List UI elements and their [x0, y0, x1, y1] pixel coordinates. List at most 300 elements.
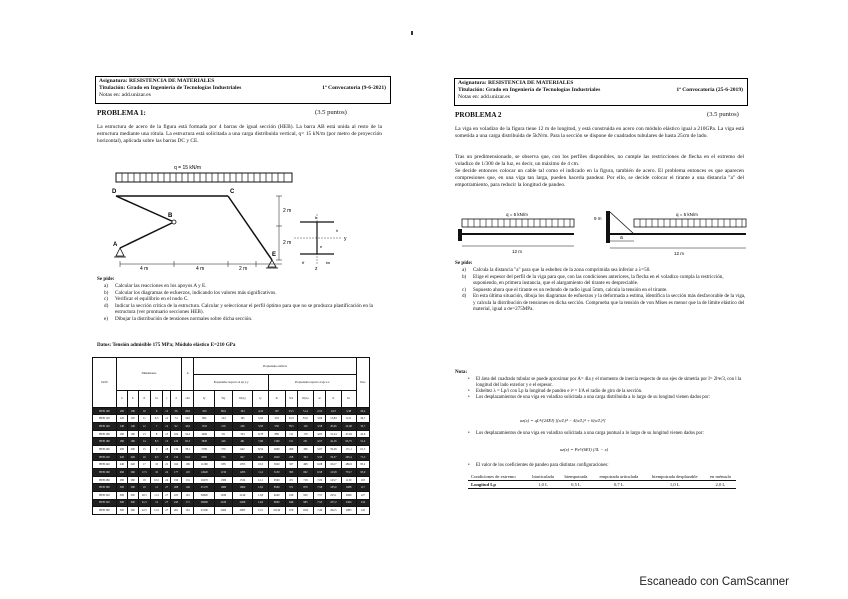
table-cell: 2408	[232, 499, 253, 507]
coef-value: 0,7 L	[613, 482, 624, 487]
table-cell: 327	[285, 461, 297, 469]
table-cell: 10,5	[150, 476, 162, 484]
table-cell: 81,0	[297, 415, 313, 423]
node-e: E	[272, 252, 277, 258]
length-2: 12 m	[674, 251, 685, 256]
table-cell: 320	[127, 491, 138, 499]
table-row	[93, 499, 370, 507]
col-header: Wpl,z	[297, 390, 313, 407]
table-cell: 864	[194, 415, 215, 423]
table-row	[93, 438, 370, 446]
table-cell: 300	[116, 507, 127, 515]
table-cell: 8090	[194, 453, 215, 461]
table-cell: 5700	[194, 446, 215, 454]
subject: Asignatura: RESISTENCIA DE MATERIALES	[458, 80, 574, 86]
buckling-coef-table	[468, 473, 736, 489]
table-cell: 2,53	[314, 407, 326, 415]
table-cell: 185,0	[326, 484, 341, 492]
table-cell: 2400	[215, 507, 232, 515]
sec-b: b	[315, 215, 318, 220]
table-cell: 1688	[341, 484, 356, 492]
table-cell: 8,54	[253, 446, 269, 454]
table-cell: HEB 340	[93, 499, 117, 507]
table-cell: 1680	[215, 484, 232, 492]
sec-y: y	[344, 236, 347, 242]
statement-p2: Tras un predimensionado, se observa que, con los perfiles disponibles, no cumple las restricciones de flecha en el extremo del voladizo de 1/300 de la luz, es decir, un máximo de 4 cm.	[455, 154, 744, 167]
table-row	[93, 491, 370, 499]
table-cell: 13	[138, 430, 150, 438]
table-cell: 181	[182, 507, 194, 515]
table-row	[93, 507, 370, 515]
group-dimensions: Dimensiones	[116, 358, 181, 391]
table-row	[93, 407, 370, 415]
table-cell: 5,59	[314, 453, 326, 461]
table-cell: 9	[150, 446, 162, 454]
table-cell: 111	[285, 430, 297, 438]
table-cell: 9690	[268, 499, 285, 507]
col-header: b	[116, 390, 127, 407]
table-cell: 61,3	[356, 446, 369, 454]
table-cell: 122	[171, 438, 182, 446]
ask-item: a) Calcula la distancia "a" para que la esbeltez de la zona comprimida sea inferior a λ=50.	[462, 267, 651, 273]
table-cell: 2840	[268, 453, 285, 461]
table-cell: 8	[150, 430, 162, 438]
table-cell: 1032	[297, 507, 313, 515]
table-cell: 144	[215, 415, 232, 423]
distributed-load	[116, 173, 292, 182]
table-cell: 295,4	[341, 453, 356, 461]
load-label: q = 15 kN/m	[174, 165, 202, 171]
support-a	[116, 248, 124, 256]
table-cell: 225,1	[326, 491, 341, 499]
table-cell: 4,16	[253, 407, 269, 415]
table-cell: 14920	[194, 469, 215, 477]
table-cell: 104	[232, 407, 253, 415]
table-cell: 106	[182, 461, 194, 469]
table-cell: 104	[171, 430, 182, 438]
notes-list-2	[466, 431, 746, 437]
col-header: Iy	[194, 390, 215, 407]
notes-list-3	[466, 463, 746, 469]
table-cell: 74	[171, 415, 182, 423]
table-cell: 240	[127, 461, 138, 469]
problem-title: PROBLEMA 2	[455, 111, 502, 119]
table-cell: 54,3	[182, 430, 194, 438]
table-cell: 736	[215, 453, 232, 461]
table-cell: 27	[163, 507, 171, 515]
table-cell: 243	[171, 499, 182, 507]
table-cell: 1930	[215, 491, 232, 499]
call-date: 1ª Convocatoria (9-6-2021)	[322, 85, 386, 91]
table-cell: 134	[356, 499, 369, 507]
table-cell: 827	[232, 453, 253, 461]
table-cell: 180	[116, 438, 127, 446]
bar-ab	[120, 222, 174, 248]
scan-speck	[411, 31, 413, 35]
col-unit: cm²	[182, 390, 194, 407]
dist-a: a	[620, 235, 623, 241]
group-z: Propiedades respecto al eje z-z	[268, 375, 356, 390]
table-cell: 15,5	[253, 507, 269, 515]
table-row	[93, 461, 370, 469]
notes-label: Nota:	[455, 369, 468, 375]
table-cell: HEB 360	[93, 507, 117, 515]
table-cell: 152	[171, 453, 182, 461]
support-e	[268, 260, 276, 267]
table-cell: 78,5	[285, 423, 297, 431]
table-title: Propiedades estáticas	[194, 358, 356, 375]
coef-header: biempotrada desplazable	[652, 474, 698, 479]
ask-item: d) En esta última situación, dibuja los diagramas de esfuerzos y la deformada a estima, identifica la sección más desfavorable de la viga, y calcula la distribución de tensiones en dicha sección. Comprueba que la tensión de von Mises es menor que la de límite elástico del material, igual a σe=275MPa.	[462, 293, 746, 312]
statement-p3: Se decide entonces colocar un cable tal como el indicado en la figura, también de acero. El problema entonces es que aparecen compresiones que, en una viga tan larga, pueden hacerla pandear. Por ello, se decide colocar el tirante a una distancia "a" del empotramiento, para reducir la longitud de pandeo.	[455, 168, 744, 188]
table-cell: 360	[127, 507, 138, 515]
table-cell: 134	[171, 446, 182, 454]
table-cell: 280	[127, 476, 138, 484]
table-cell: 292,5	[326, 507, 341, 515]
table-cell: HEB 120	[93, 415, 117, 423]
table-cell: 100	[127, 407, 138, 415]
table-cell: 9,43	[253, 453, 269, 461]
coef-header: en ménsula	[709, 474, 731, 479]
table-cell: 13,84	[326, 415, 341, 423]
note-item: • Los desplazamientos de una viga en voladizo solicitada a una carga distribuida a lo largo de su longitud vienen dados por:	[466, 395, 746, 401]
notes-link: Notas en: add.unizar.es	[99, 92, 151, 98]
table-cell: 140	[116, 423, 127, 431]
table-cell: 76,57	[326, 453, 341, 461]
table-cell: 10	[150, 469, 162, 477]
dim-4m-1: 4 m	[140, 266, 149, 272]
sec-tf: tf	[302, 260, 305, 265]
structure-figure	[96, 160, 376, 278]
table-cell: 6	[150, 407, 162, 415]
table-cell: 47,94	[341, 430, 356, 438]
cable	[610, 212, 634, 234]
table-cell: 3920	[268, 461, 285, 469]
table-cell: 33,7	[356, 423, 369, 431]
note-item: • El valor de los coeficientes de pandeo para distintas configuraciones:	[466, 463, 746, 469]
table-row	[93, 430, 370, 438]
table-cell: 161	[182, 491, 194, 499]
table-row	[93, 476, 370, 484]
table-cell: 616	[285, 491, 297, 499]
table-cell: 220	[116, 453, 127, 461]
left-header-box	[95, 76, 391, 104]
table-cell: 753,7	[341, 469, 356, 477]
table-cell: 160	[127, 430, 138, 438]
table-cell: 6,08	[314, 461, 326, 469]
formula-distributed: uz(x) = qL⁴/(24EI) [(x/L)⁴ − 4(x/L)³ + 6(x/L)²]	[520, 418, 606, 423]
coef-row-label: Longitud Lp	[471, 482, 496, 487]
table-cell: 939	[297, 491, 313, 499]
col-header: Wpl,y	[232, 390, 253, 407]
col-header: Wy	[215, 390, 232, 407]
table-cell: 300	[116, 491, 127, 499]
node-a: A	[113, 242, 118, 248]
camscanner-footer: Escaneado con CamScanner	[639, 576, 789, 588]
table-cell: 13,0	[253, 484, 269, 492]
table-row	[93, 415, 370, 423]
ask-item: c) Verificar el equilibrio en el nudo C.	[104, 296, 189, 303]
table-cell: 78,1	[182, 446, 194, 454]
table-cell: 481	[232, 438, 253, 446]
subject: Asignatura: RESISTENCIA DE MATERIALES	[99, 78, 215, 84]
table-cell: 51,2	[356, 438, 369, 446]
table-cell: 5,04	[253, 415, 269, 423]
asks-label-2: Se pide:	[455, 260, 473, 266]
right-header-box	[454, 78, 748, 106]
table-cell: HEB 280	[93, 476, 117, 484]
col-header: Iw	[341, 390, 356, 407]
table-cell: 1360	[268, 438, 285, 446]
table-cell: 34,0	[182, 415, 194, 423]
table-cell: 19	[138, 484, 150, 492]
table-cell: 486,9	[341, 461, 356, 469]
col-header: Iz	[268, 390, 285, 407]
table-cell: 20,06	[326, 423, 341, 431]
table-cell: 2149	[232, 491, 253, 499]
table-cell: HEB 300	[93, 484, 117, 492]
table-cell: 102,7	[326, 461, 341, 469]
table-cell: 225	[171, 491, 182, 499]
node-c: C	[230, 189, 235, 195]
table-cell: 10	[150, 461, 162, 469]
table-cell: 7,53	[314, 499, 326, 507]
table-cell: 14,6	[253, 499, 269, 507]
table-cell: 2490	[194, 430, 215, 438]
table-cell: 7,66	[253, 438, 269, 446]
table-cell: 2883	[341, 507, 356, 515]
table-cell: 300	[127, 484, 138, 492]
table-cell: 4,05	[314, 430, 326, 438]
heb-section-icon	[294, 214, 342, 264]
table-cell: 12	[150, 499, 162, 507]
table-cell: 7,58	[314, 484, 326, 492]
table-cell: 889	[268, 430, 285, 438]
degree: Titulación: Grado en Ingeniería de Tecnologías Industriales	[99, 85, 242, 91]
table-cell: 43,0	[182, 423, 194, 431]
table-cell: 42,6	[356, 430, 369, 438]
table-row	[93, 469, 370, 477]
table-cell: 2160	[215, 499, 232, 507]
table-cell: 165	[232, 415, 253, 423]
node-d: D	[112, 189, 117, 195]
height-label: 9 m	[594, 216, 602, 221]
table-cell: 51,4	[297, 407, 313, 415]
table-cell: 9,41	[341, 415, 356, 423]
table-cell: 180	[127, 438, 138, 446]
table-cell: 498	[297, 461, 313, 469]
table-cell: 318	[268, 415, 285, 423]
table-cell: HEB 220	[93, 453, 117, 461]
table-cell: 11,2	[253, 469, 269, 477]
asks-label: Se pide:	[97, 276, 115, 282]
table-cell: 1130	[341, 476, 356, 484]
table-row	[93, 453, 370, 461]
table-cell: 11,5	[150, 491, 162, 499]
table-cell: 220	[127, 453, 138, 461]
table-cell: 2454	[341, 499, 356, 507]
table-cell: 171	[182, 499, 194, 507]
table-cell: 602	[297, 469, 313, 477]
table-cell: 5,93	[253, 423, 269, 431]
table-cell: 395	[285, 469, 297, 477]
table-cell: 10140	[268, 507, 285, 515]
problem-title: PROBLEMA 1:	[97, 109, 146, 117]
coef-value: 1,0 L	[538, 482, 548, 487]
table-cell: 246	[232, 423, 253, 431]
table-cell: 394	[297, 453, 313, 461]
table-cell: 100	[116, 407, 127, 415]
table-cell: 257,2	[326, 499, 341, 507]
table-cell: 14	[138, 438, 150, 446]
table-cell: 131	[182, 476, 194, 484]
table-cell: 311	[215, 430, 232, 438]
table-cell: 59,28	[326, 446, 341, 454]
table-cell: 17,5	[138, 469, 150, 477]
heb-table	[92, 357, 370, 515]
table-cell: 93,75	[341, 438, 356, 446]
table-cell: 2683	[232, 507, 253, 515]
table-cell: 127	[356, 491, 369, 499]
sec-e: e	[320, 244, 323, 249]
node-b: B	[168, 213, 173, 219]
table-cell: HEB 180	[93, 438, 117, 446]
length-1: 12 m	[512, 249, 523, 254]
load-label-1: q = 5 kN/m	[506, 212, 528, 217]
dim-2m-h: 2 m	[239, 266, 248, 272]
coef-value: 2,0 L	[715, 482, 726, 487]
table-cell: 1053	[232, 461, 253, 469]
table-cell: 43190	[194, 507, 215, 515]
table-cell: 1869	[232, 484, 253, 492]
sec-h: h	[336, 228, 339, 233]
table-cell: 27	[163, 491, 171, 499]
table-cell: 200	[116, 446, 127, 454]
table-cell: 676	[285, 507, 297, 515]
call-date: 1ª Convocatoria (25-6-2019)	[676, 87, 743, 93]
table-cell: 24	[163, 469, 171, 477]
table-cell: 8560	[268, 484, 285, 492]
problem-points: (3.5 puntos)	[707, 111, 739, 118]
note-item: • El área del cuadrado tubular se puede aproximar por A= 4la y el momento de inercia respecto de sus ejes de simetría por I= 2l³e/3, con l la longitud del lado exterior y e el espesor.	[466, 377, 746, 389]
bar-ce	[228, 196, 272, 260]
table-cell: 20,5	[138, 491, 150, 499]
table-cell: HEB 260	[93, 469, 117, 477]
table-cell: 550	[268, 423, 285, 431]
problem-statement: La estructura de acero de la figura está formada por 4 barras de igual sección (HEB). La barra AB está unida al resto de la estructura mediante una rótula. La estructura está solicitada a una carga distribuida vertical, q= 15 kN/m (por metro de proyección horizontal), aplicada sobre las barras DC y CE.	[97, 124, 382, 144]
table-cell: 19270	[194, 476, 215, 484]
table-cell: 170	[297, 430, 313, 438]
table-cell: 22,48	[341, 423, 356, 431]
table-cell: 21,5	[138, 499, 150, 507]
table-cell: 938	[215, 461, 232, 469]
table-cell: 83,2	[356, 461, 369, 469]
table-cell: 9240	[268, 491, 285, 499]
table-cell: HEB 160	[93, 430, 117, 438]
table-cell: 3,38	[341, 407, 356, 415]
table-cell: 3,58	[314, 423, 326, 431]
table-cell: 91,0	[182, 453, 194, 461]
table-cell: 9,25	[326, 407, 341, 415]
table-cell: 985	[297, 499, 313, 507]
table-cell: 42,16	[326, 438, 341, 446]
table-cell: 10	[138, 407, 150, 415]
table-cell: 3,06	[314, 415, 326, 423]
table-cell: 870	[297, 484, 313, 492]
table-cell: 160	[116, 430, 127, 438]
col-peso: Peso	[356, 358, 369, 408]
load-label-2: q = 5 kN/m	[676, 212, 698, 217]
table-cell: 117	[356, 484, 369, 492]
table-cell: 118	[182, 469, 194, 477]
table-cell: 92	[171, 423, 182, 431]
col-header: iy	[253, 390, 269, 407]
table-row	[93, 446, 370, 454]
col-header: tw	[150, 390, 162, 407]
col-header: Wz	[285, 390, 297, 407]
table-cell: 200	[285, 446, 297, 454]
coef-value: 1,0 L	[669, 482, 680, 487]
table-row	[93, 484, 370, 492]
table-cell: 261	[171, 507, 182, 515]
table-cell: 22,5	[138, 507, 150, 515]
table-cell: 1380	[215, 476, 232, 484]
bar-bd	[116, 196, 174, 222]
table-cell: 151	[285, 438, 297, 446]
table-cell: 36660	[194, 499, 215, 507]
table-cell: 93,0	[356, 469, 369, 477]
table-cell: 167	[268, 407, 285, 415]
ask-item: a) Calcular las reacciones en los apoyos A y E.	[104, 283, 207, 289]
table-cell: 300	[116, 484, 127, 492]
left-asks-list	[104, 283, 374, 323]
notes-list	[466, 377, 746, 401]
table-cell: 123,8	[326, 469, 341, 477]
table-cell: 2000	[268, 446, 285, 454]
table-cell: 280	[116, 476, 127, 484]
table-cell: 5,07	[314, 446, 326, 454]
coef-header: biempotrada	[564, 474, 588, 479]
table-cell: 21	[163, 461, 171, 469]
table-cell: 571	[285, 484, 297, 492]
table-cell: 471	[285, 476, 297, 484]
group-y: Propiedades respecto al eje y-y	[194, 375, 269, 390]
hinge-b	[172, 220, 176, 224]
table-cell: 149	[182, 484, 194, 492]
table-cell: 12	[163, 415, 171, 423]
table-cell: 71,5	[356, 453, 369, 461]
table-cell: 5130	[268, 469, 285, 477]
table-cell: 120	[297, 423, 313, 431]
ask-item: d) Indicar la sección crítica de la estructura. Calcular y seleccionar el perfil óptimo para que no se produzca plastificación en la estructura (ver prontuario secciones HEB).	[104, 302, 373, 316]
table-cell: 11260	[194, 461, 215, 469]
table-cell: 12	[138, 423, 150, 431]
table-cell: 12	[163, 423, 171, 431]
table-cell: 26,0	[182, 407, 194, 415]
table-cell: 17	[138, 461, 150, 469]
table-cell: 120	[127, 415, 138, 423]
table-cell: HEB 240	[93, 461, 117, 469]
table-cell: 300	[116, 499, 127, 507]
table-cell: 718	[297, 476, 313, 484]
table-cell: 7	[150, 423, 162, 431]
ask-item: c) Supuesto ahora que el tirante es un redondo de radio igual 5mm, calcula la tensión en el tirante.	[462, 286, 668, 293]
table-cell: 6590	[268, 476, 285, 484]
table-cell: 12,5	[150, 507, 162, 515]
table-cell: HEB 200	[93, 446, 117, 454]
table-cell: 89,9	[215, 407, 232, 415]
table-cell: 12	[163, 407, 171, 415]
